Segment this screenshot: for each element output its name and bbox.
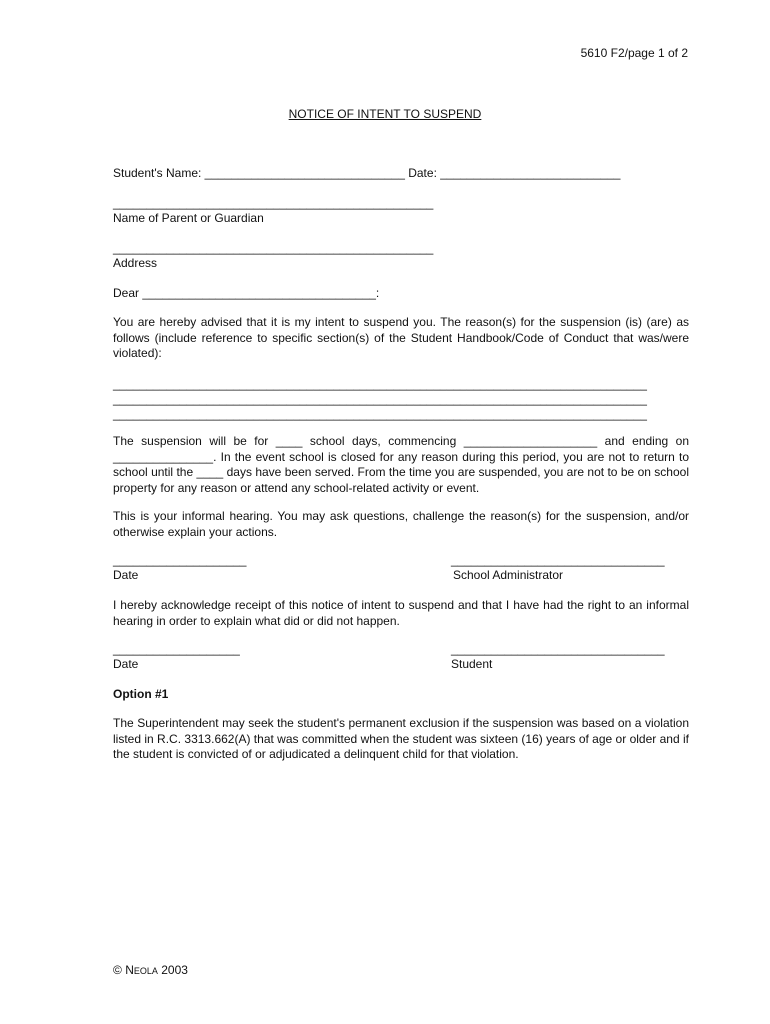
student-signature-label: Student bbox=[451, 657, 493, 671]
suspension-terms-paragraph: The suspension will be for ____ school days, commencing ____________________ and ending on _______________. In the event school is closed for any reason during this period, you are not to return to school until the ____ days have been served. From the time you are suspended, you are not to be on school property for any reason or attend any school-related activity or event. bbox=[113, 434, 689, 495]
informal-hearing-paragraph: This is your informal hearing. You may ask questions, challenge the reason(s) for the suspension, and/or otherwise explain your actions. bbox=[113, 509, 689, 539]
reason-line: ________________________________________________________________________________ bbox=[113, 392, 647, 406]
brand-rest: EOLA bbox=[133, 966, 158, 976]
address-blank: ________________________________________________ bbox=[113, 241, 434, 255]
option-heading: Option #1 bbox=[113, 687, 169, 701]
document-title: NOTICE OF INTENT TO SUSPEND bbox=[288, 107, 482, 121]
brand-initial: N bbox=[125, 963, 134, 977]
option-paragraph: The Superintendent may seek the student's permanent exclusion if the suspension was based on a violation listed in R.C. 3313.662(A) that was committed when the student was sixteen (16) years of age or older and if the student is convicted of or adjudicated a delinquent child for that violation. bbox=[113, 716, 689, 761]
admin-date-blank: ____________________ bbox=[113, 553, 247, 567]
school-administrator-label: School Administrator bbox=[453, 568, 564, 582]
student-date-blank: ___________________ bbox=[113, 642, 240, 656]
address-label: Address bbox=[113, 256, 158, 270]
salutation-line: Dear ___________________________________: bbox=[113, 286, 380, 300]
student-name-date-line: Student's Name: ______________________________ Date: ___________________________ bbox=[113, 166, 621, 180]
parent-name-label: Name of Parent or Guardian bbox=[113, 211, 264, 225]
student-date-label: Date bbox=[113, 657, 139, 671]
page-reference: 5610 F2/page 1 of 2 bbox=[580, 46, 688, 60]
intent-paragraph: You are hereby advised that it is my intent to suspend you. The reason(s) for the suspension (is) (are) as follows (include reference to specific section(s) of the Student Handbook/Code of Conduct that was/were violated): bbox=[113, 315, 689, 360]
copyright-year: 2003 bbox=[161, 963, 188, 977]
parent-name-blank: ________________________________________________ bbox=[113, 196, 434, 210]
reason-line: ________________________________________________________________________________ bbox=[113, 377, 647, 391]
acknowledgement-paragraph: I hereby acknowledge receipt of this notice of intent to suspend and that I have had the right to an informal hearing in order to explain what did or did not happen. bbox=[113, 598, 689, 628]
student-signature-blank: ________________________________ bbox=[451, 642, 665, 656]
copyright-footer bbox=[113, 963, 188, 979]
admin-date-label: Date bbox=[113, 568, 139, 582]
copyright-symbol: © bbox=[113, 963, 122, 977]
reason-line: ________________________________________________________________________________ bbox=[113, 407, 647, 421]
school-administrator-blank: ________________________________ bbox=[451, 553, 665, 567]
